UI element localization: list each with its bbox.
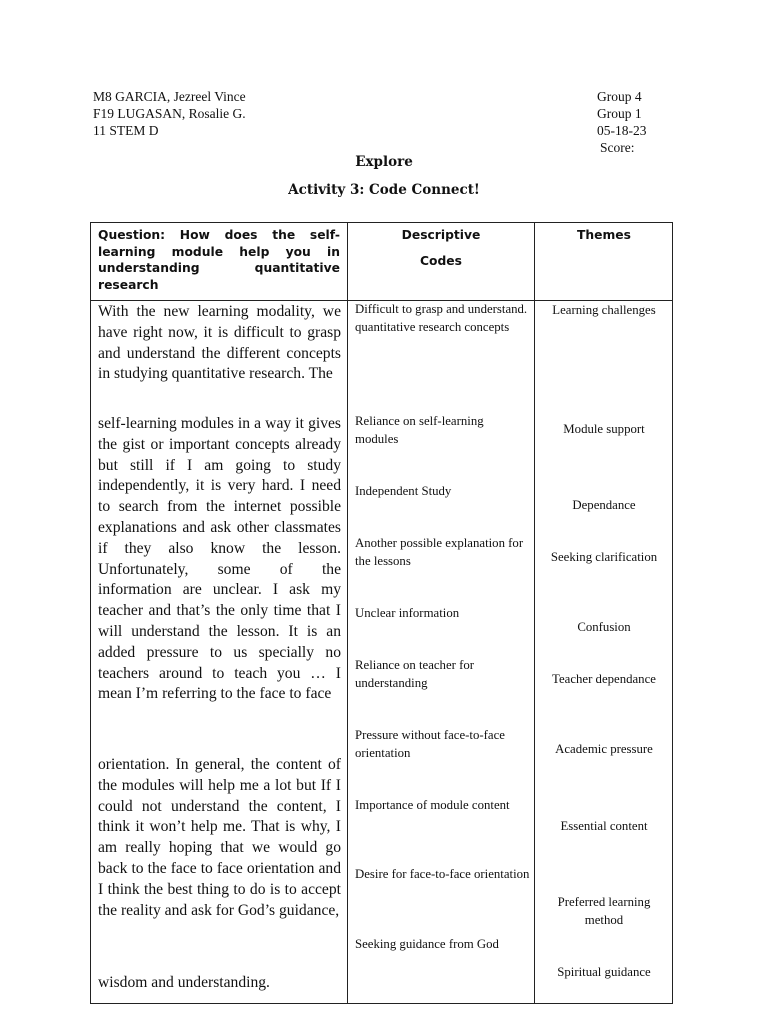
codes-header [348,227,534,269]
response-paragraph: self-learning modules in a way it gives the gist or important concepts already but still if I am going to study independently, it is very hard. I need to search from the internet possible explanations and ask other classmates if they also know the lesson. Unfortunately, some of the information are unclear. I ask my teacher and that’s the only time that I will understand the lesson. It is an added pressure to us specially no teachers around to teach you … I mean I’m referring to the face to face [98,415,341,703]
code-item: Difficult to grasp and understand. quantitative research concepts [355,302,528,334]
class-section: 11 STEM D [93,123,159,138]
theme-item: Spiritual guidance [557,965,651,979]
column-divider [534,223,535,1003]
code-item: Independent Study [355,484,452,498]
response-paragraph: orientation. In general, the content of the modules will help me a lot but If I could not understand the content, I think it won’t help me. That is why, I am really hoping that we would go back to the face to face orientation and I think the best thing to do is to accept the reality and ask for God’s guidance, [98,756,341,919]
activity-title: Activity 3: Code Connect! [288,182,480,198]
student-name-2: F19 LUGASAN, Rosalie G. [93,106,246,121]
column-divider [347,223,348,1003]
themes-header: Themes [577,228,631,242]
theme-item: Academic pressure [555,742,653,756]
codes-header-line-1: Descriptive [401,228,481,242]
code-item: Desire for face-to-face orientation [355,867,530,881]
response-paragraph: With the new learning modality, we have right now, it is difficult to grasp and understand the different concepts in studying quantitative research. The [98,303,341,383]
student-info [93,88,246,139]
theme-item: Seeking clarification [550,550,658,564]
group-info [597,88,647,156]
code-item: Seeking guidance from God [355,937,499,951]
code-item: Importance of module content [355,798,510,812]
code-item: Reliance on self-learning modules [355,414,484,446]
response-paragraph: wisdom and understanding. [98,974,270,991]
student-name-1: M8 GARCIA, Jezreel Vince [93,89,246,104]
theme-item: Confusion [577,620,631,634]
code-item: Unclear information [355,606,460,620]
theme-item: Learning challenges [552,303,656,317]
theme-item: Essential content [560,819,648,833]
theme-item: Module support [563,422,645,436]
question-header: Question: How does the self-learning module help you in understanding quantitative research [98,228,340,292]
section-title: Explore [355,154,413,170]
code-item: Reliance on teacher for understanding [355,658,475,690]
group-1: Group 4 [597,89,642,104]
code-item: Another possible explanation for the lessons [355,536,524,568]
group-2: Group 1 [597,106,642,121]
theme-item: Teacher dependance [552,672,656,686]
code-connect-table [90,222,673,1004]
code-item: Pressure without face-to-face orientation [355,728,505,760]
theme-item: Dependance [572,498,636,512]
date: 05-18-23 [597,123,647,138]
codes-header-line-2: Codes [420,253,462,268]
score-label: Score: [600,140,635,155]
theme-item: Preferred learning method [557,895,651,927]
